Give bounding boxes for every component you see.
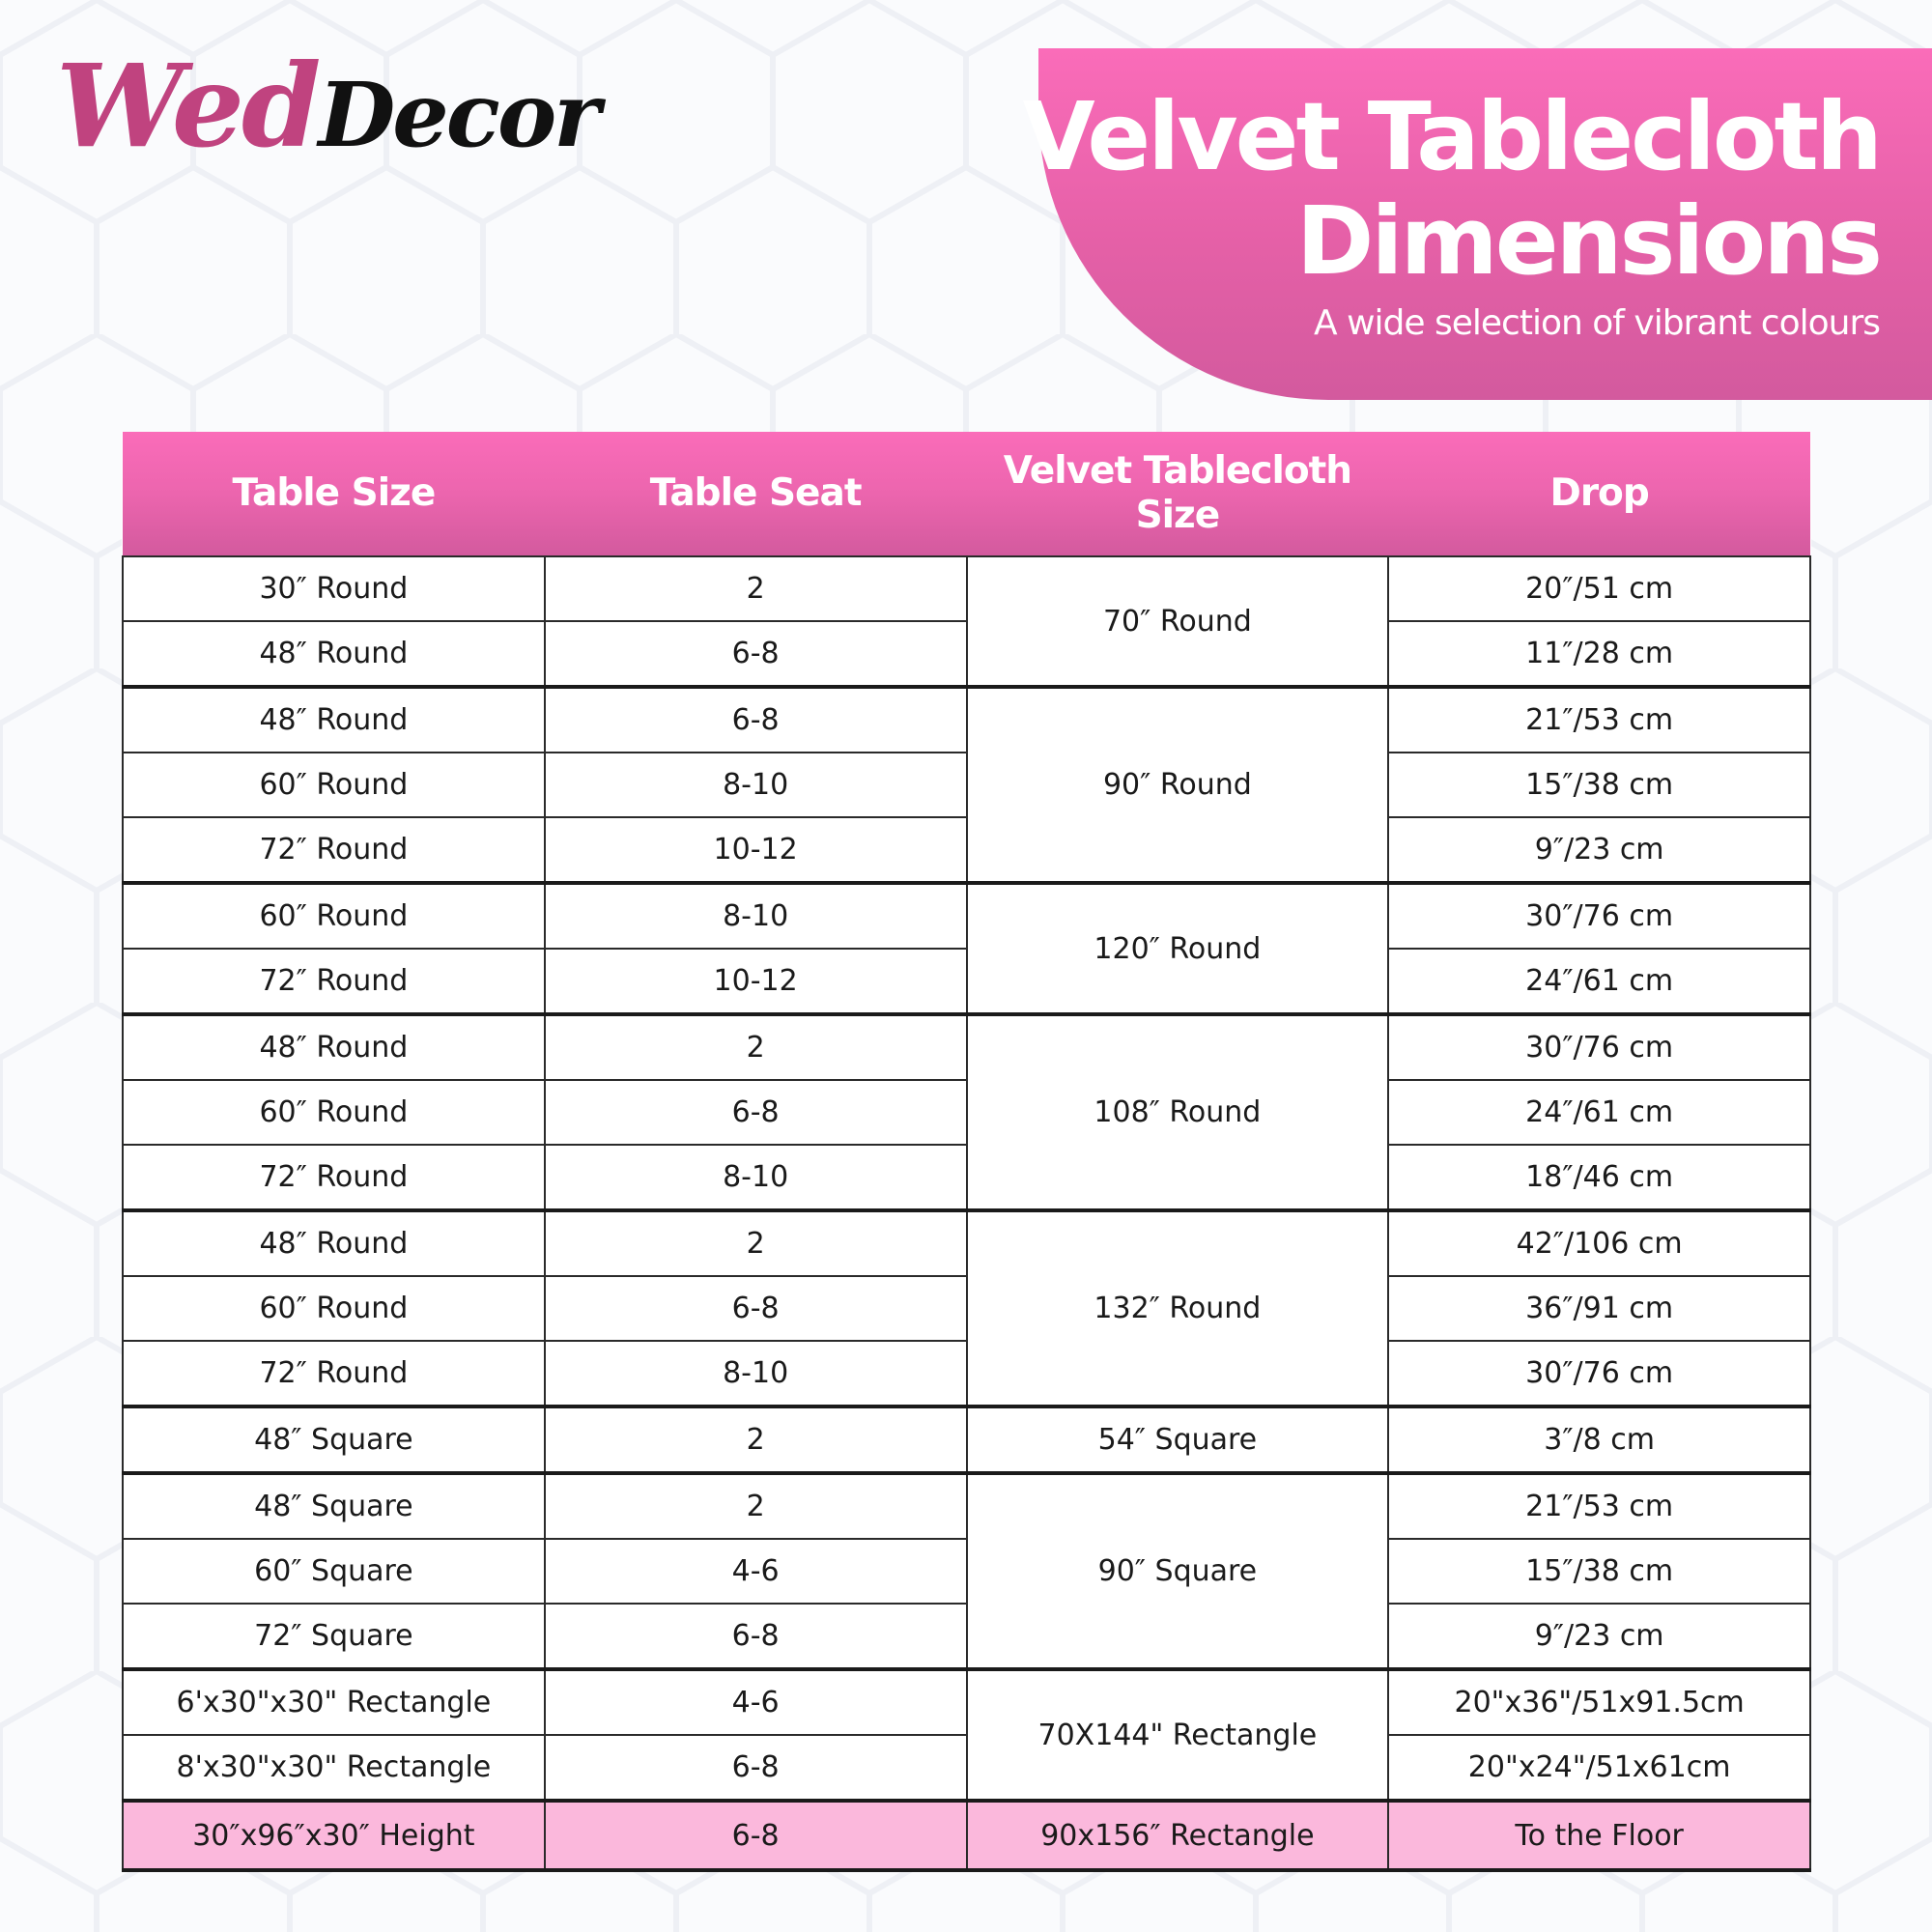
cell-drop: 3″/8 cm [1388,1406,1810,1473]
cell-table-seat: 6-8 [545,687,967,753]
cell-drop: 11″/28 cm [1388,621,1810,687]
logo-text-decor: Decor [318,63,598,167]
cell-cloth-size: 54″ Square [967,1406,1389,1473]
cell-drop: 30″/76 cm [1388,1014,1810,1080]
cell-table-seat: 8-10 [545,1145,967,1210]
title-panel [1022,48,1932,400]
cell-table-size: 48″ Round [123,687,545,753]
dimensions-table-wrapper [122,432,1809,1872]
cell-drop: 18″/46 cm [1388,1145,1810,1210]
cell-table-seat: 2 [545,1406,967,1473]
page-subtitle: A wide selection of vibrant colours [1314,303,1880,343]
cell-table-size: 30″ Round [123,556,545,621]
cell-drop: 20"x36"/51x91.5cm [1388,1669,1810,1735]
dimensions-table [122,432,1811,1872]
cell-table-size: 48″ Round [123,1014,545,1080]
cell-table-seat: 2 [545,1210,967,1276]
cell-cloth-size: 120″ Round [967,883,1389,1014]
cell-table-size: 60″ Round [123,883,545,949]
cell-cloth-size: 132″ Round [967,1210,1389,1406]
column-header-drop: Drop [1388,432,1810,556]
cell-table-seat: 8-10 [545,1341,967,1406]
cell-table-seat: 6-8 [545,1735,967,1801]
cell-drop: 36″/91 cm [1388,1276,1810,1341]
cell-table-size: 72″ Round [123,949,545,1014]
cell-drop: 9″/23 cm [1388,817,1810,883]
table-row [123,1406,1810,1473]
table-row [123,687,1810,753]
cell-drop: 20"x24"/51x61cm [1388,1735,1810,1801]
page-title-line1: Velvet Tablecloth [1022,82,1880,191]
table-row [123,1669,1810,1735]
cell-drop: 42″/106 cm [1388,1210,1810,1276]
cell-drop: 30″/76 cm [1388,883,1810,949]
table-row [123,883,1810,949]
table-row [123,1014,1810,1080]
cell-table-size: 72″ Round [123,1145,545,1210]
cell-cloth-size: 70″ Round [967,556,1389,687]
cell-table-seat: 4-6 [545,1539,967,1604]
cell-table-seat: 6-8 [545,1276,967,1341]
cell-table-size: 48″ Square [123,1473,545,1539]
cell-drop: 21″/53 cm [1388,687,1810,753]
cell-table-seat: 6-8 [545,1604,967,1669]
cell-table-size: 48″ Square [123,1406,545,1473]
cell-table-seat: 10-12 [545,817,967,883]
cell-table-seat: 2 [545,556,967,621]
cell-table-size: 48″ Round [123,1210,545,1276]
cell-table-size: 8'x30"x30" Rectangle [123,1735,545,1801]
cell-table-seat: 2 [545,1014,967,1080]
cell-table-size: 72″ Round [123,1341,545,1406]
cell-drop: To the Floor [1388,1801,1810,1870]
table-row [123,1473,1810,1539]
cell-table-seat: 10-12 [545,949,967,1014]
cell-drop: 9″/23 cm [1388,1604,1810,1669]
cell-table-seat: 2 [545,1473,967,1539]
cell-table-size: 72″ Square [123,1604,545,1669]
cell-drop: 21″/53 cm [1388,1473,1810,1539]
table-header-row [123,432,1810,556]
page-title-line2: Dimensions [1295,186,1880,296]
cell-table-size: 6'x30"x30" Rectangle [123,1669,545,1735]
cell-table-size: 60″ Round [123,1276,545,1341]
cell-table-seat: 6-8 [545,621,967,687]
cell-table-size: 60″ Round [123,1080,545,1145]
cell-cloth-size: 90″ Square [967,1473,1389,1669]
cell-table-seat: 8-10 [545,753,967,817]
logo-text-wed: Wed [56,39,319,173]
brand-logo [56,39,598,174]
cell-table-size: 30″x96″x30″ Height [123,1801,545,1870]
table-row [123,556,1810,621]
column-header-cloth-size: Velvet Tablecloth Size [967,432,1389,556]
cell-drop: 24″/61 cm [1388,1080,1810,1145]
cell-table-size: 48″ Round [123,621,545,687]
column-header-table-seat: Table Seat [545,432,967,556]
cell-table-size: 60″ Square [123,1539,545,1604]
cell-drop: 24″/61 cm [1388,949,1810,1014]
cell-cloth-size: 90″ Round [967,687,1389,883]
cell-table-size: 60″ Round [123,753,545,817]
column-header-table-size: Table Size [123,432,545,556]
cell-table-size: 72″ Round [123,817,545,883]
cell-drop: 15″/38 cm [1388,753,1810,817]
table-row [123,1210,1810,1276]
cell-table-seat: 6-8 [545,1080,967,1145]
cell-cloth-size: 90x156″ Rectangle [967,1801,1389,1870]
cell-cloth-size: 70X144" Rectangle [967,1669,1389,1801]
cell-table-seat: 4-6 [545,1669,967,1735]
cell-drop: 20″/51 cm [1388,556,1810,621]
table-body [123,556,1810,1870]
cell-cloth-size: 108″ Round [967,1014,1389,1210]
cell-table-seat: 6-8 [545,1801,967,1870]
table-row [123,1801,1810,1870]
cell-drop: 15″/38 cm [1388,1539,1810,1604]
cell-drop: 30″/76 cm [1388,1341,1810,1406]
cell-table-seat: 8-10 [545,883,967,949]
